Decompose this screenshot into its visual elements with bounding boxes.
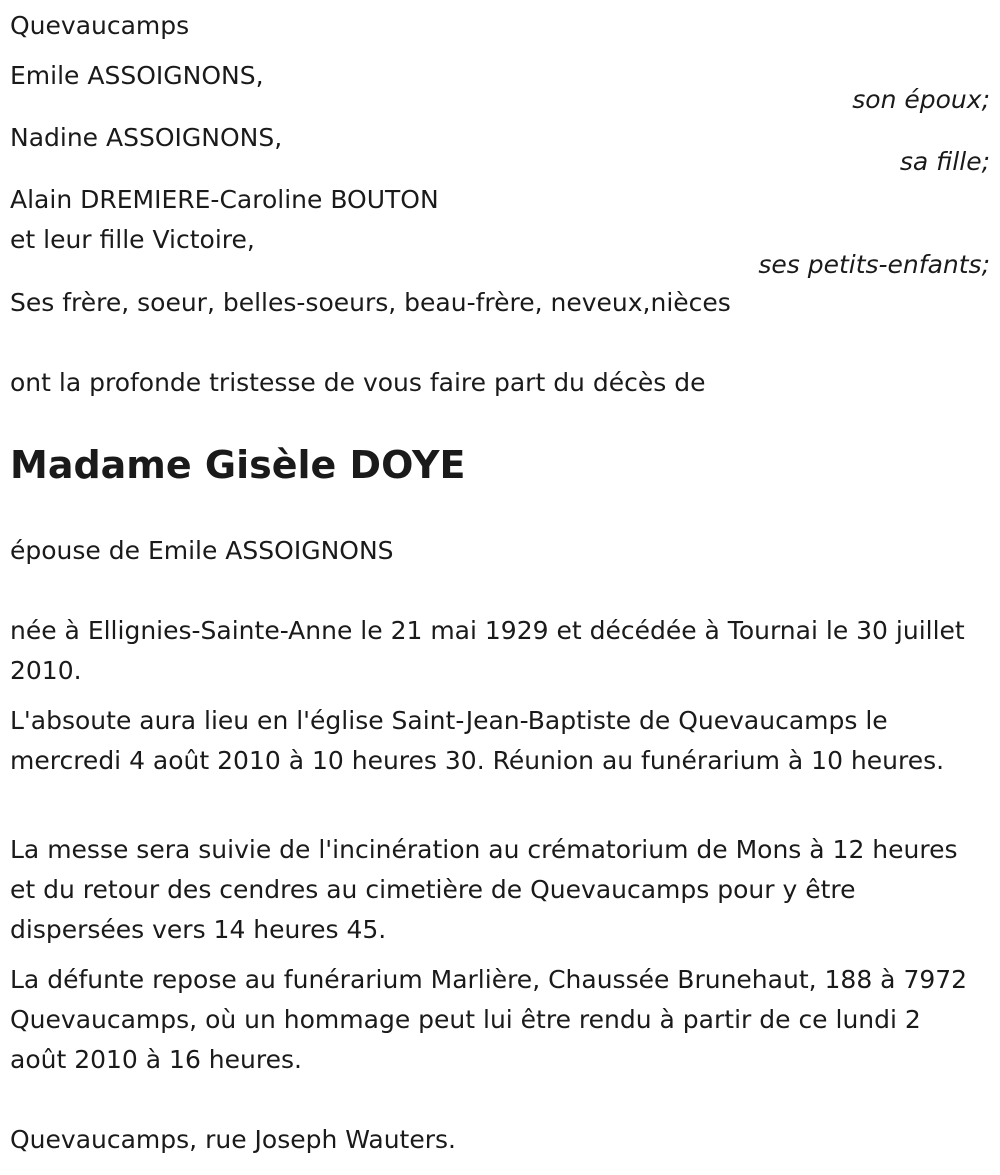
town-heading: Quevaucamps bbox=[10, 11, 190, 40]
footer-address: Quevaucamps, rue Joseph Wauters. bbox=[10, 1125, 456, 1154]
birth-death-paragraph: née à Ellignies-Sainte-Anne le 21 mai 1929 et décédée à Tournai le 30 juillet 2010. bbox=[10, 616, 965, 685]
grandchildren-line-1: Alain DREMIERE-Caroline BOUTON bbox=[10, 185, 439, 214]
daughter-name: Nadine ASSOIGNONS, bbox=[10, 123, 283, 152]
deceased-name: Madame Gisèle DOYE bbox=[10, 443, 466, 487]
daughter-role: sa fille; bbox=[899, 147, 990, 176]
repose-paragraph: La défunte repose au funérarium Marlière, Chaussée Brunehaut, 188 à 7972 Quevaucamps, où un hommage peut lui être rendu à partir de ce lundi 2 août 2010 à 16 heures. bbox=[10, 965, 968, 1074]
messe-paragraph: La messe sera suivie de l'incinération au crématorium de Mons à 12 heures et du retour des cendres au cimetière de Quevaucamps pour y être dispersées vers 14 heures 45. bbox=[10, 835, 958, 944]
grandchildren-role: ses petits-enfants; bbox=[758, 250, 990, 279]
relatives-line: Ses frère, soeur, belles-soeurs, beau-frère, neveux,nièces bbox=[10, 288, 731, 317]
spouse-role: son époux; bbox=[852, 85, 990, 114]
absoute-paragraph: L'absoute aura lieu en l'église Saint-Jean-Baptiste de Quevaucamps le mercredi 4 août 2010 à 10 heures 30. Réunion au funérarium à 10 heures. bbox=[10, 706, 945, 775]
announcement-intro: ont la profonde tristesse de vous faire part du décès de bbox=[10, 368, 706, 397]
grandchildren-line-2: et leur fille Victoire, bbox=[10, 225, 255, 254]
spouse-of-line: épouse de Emile ASSOIGNONS bbox=[10, 536, 394, 565]
spouse-name: Emile ASSOIGNONS, bbox=[10, 61, 264, 90]
